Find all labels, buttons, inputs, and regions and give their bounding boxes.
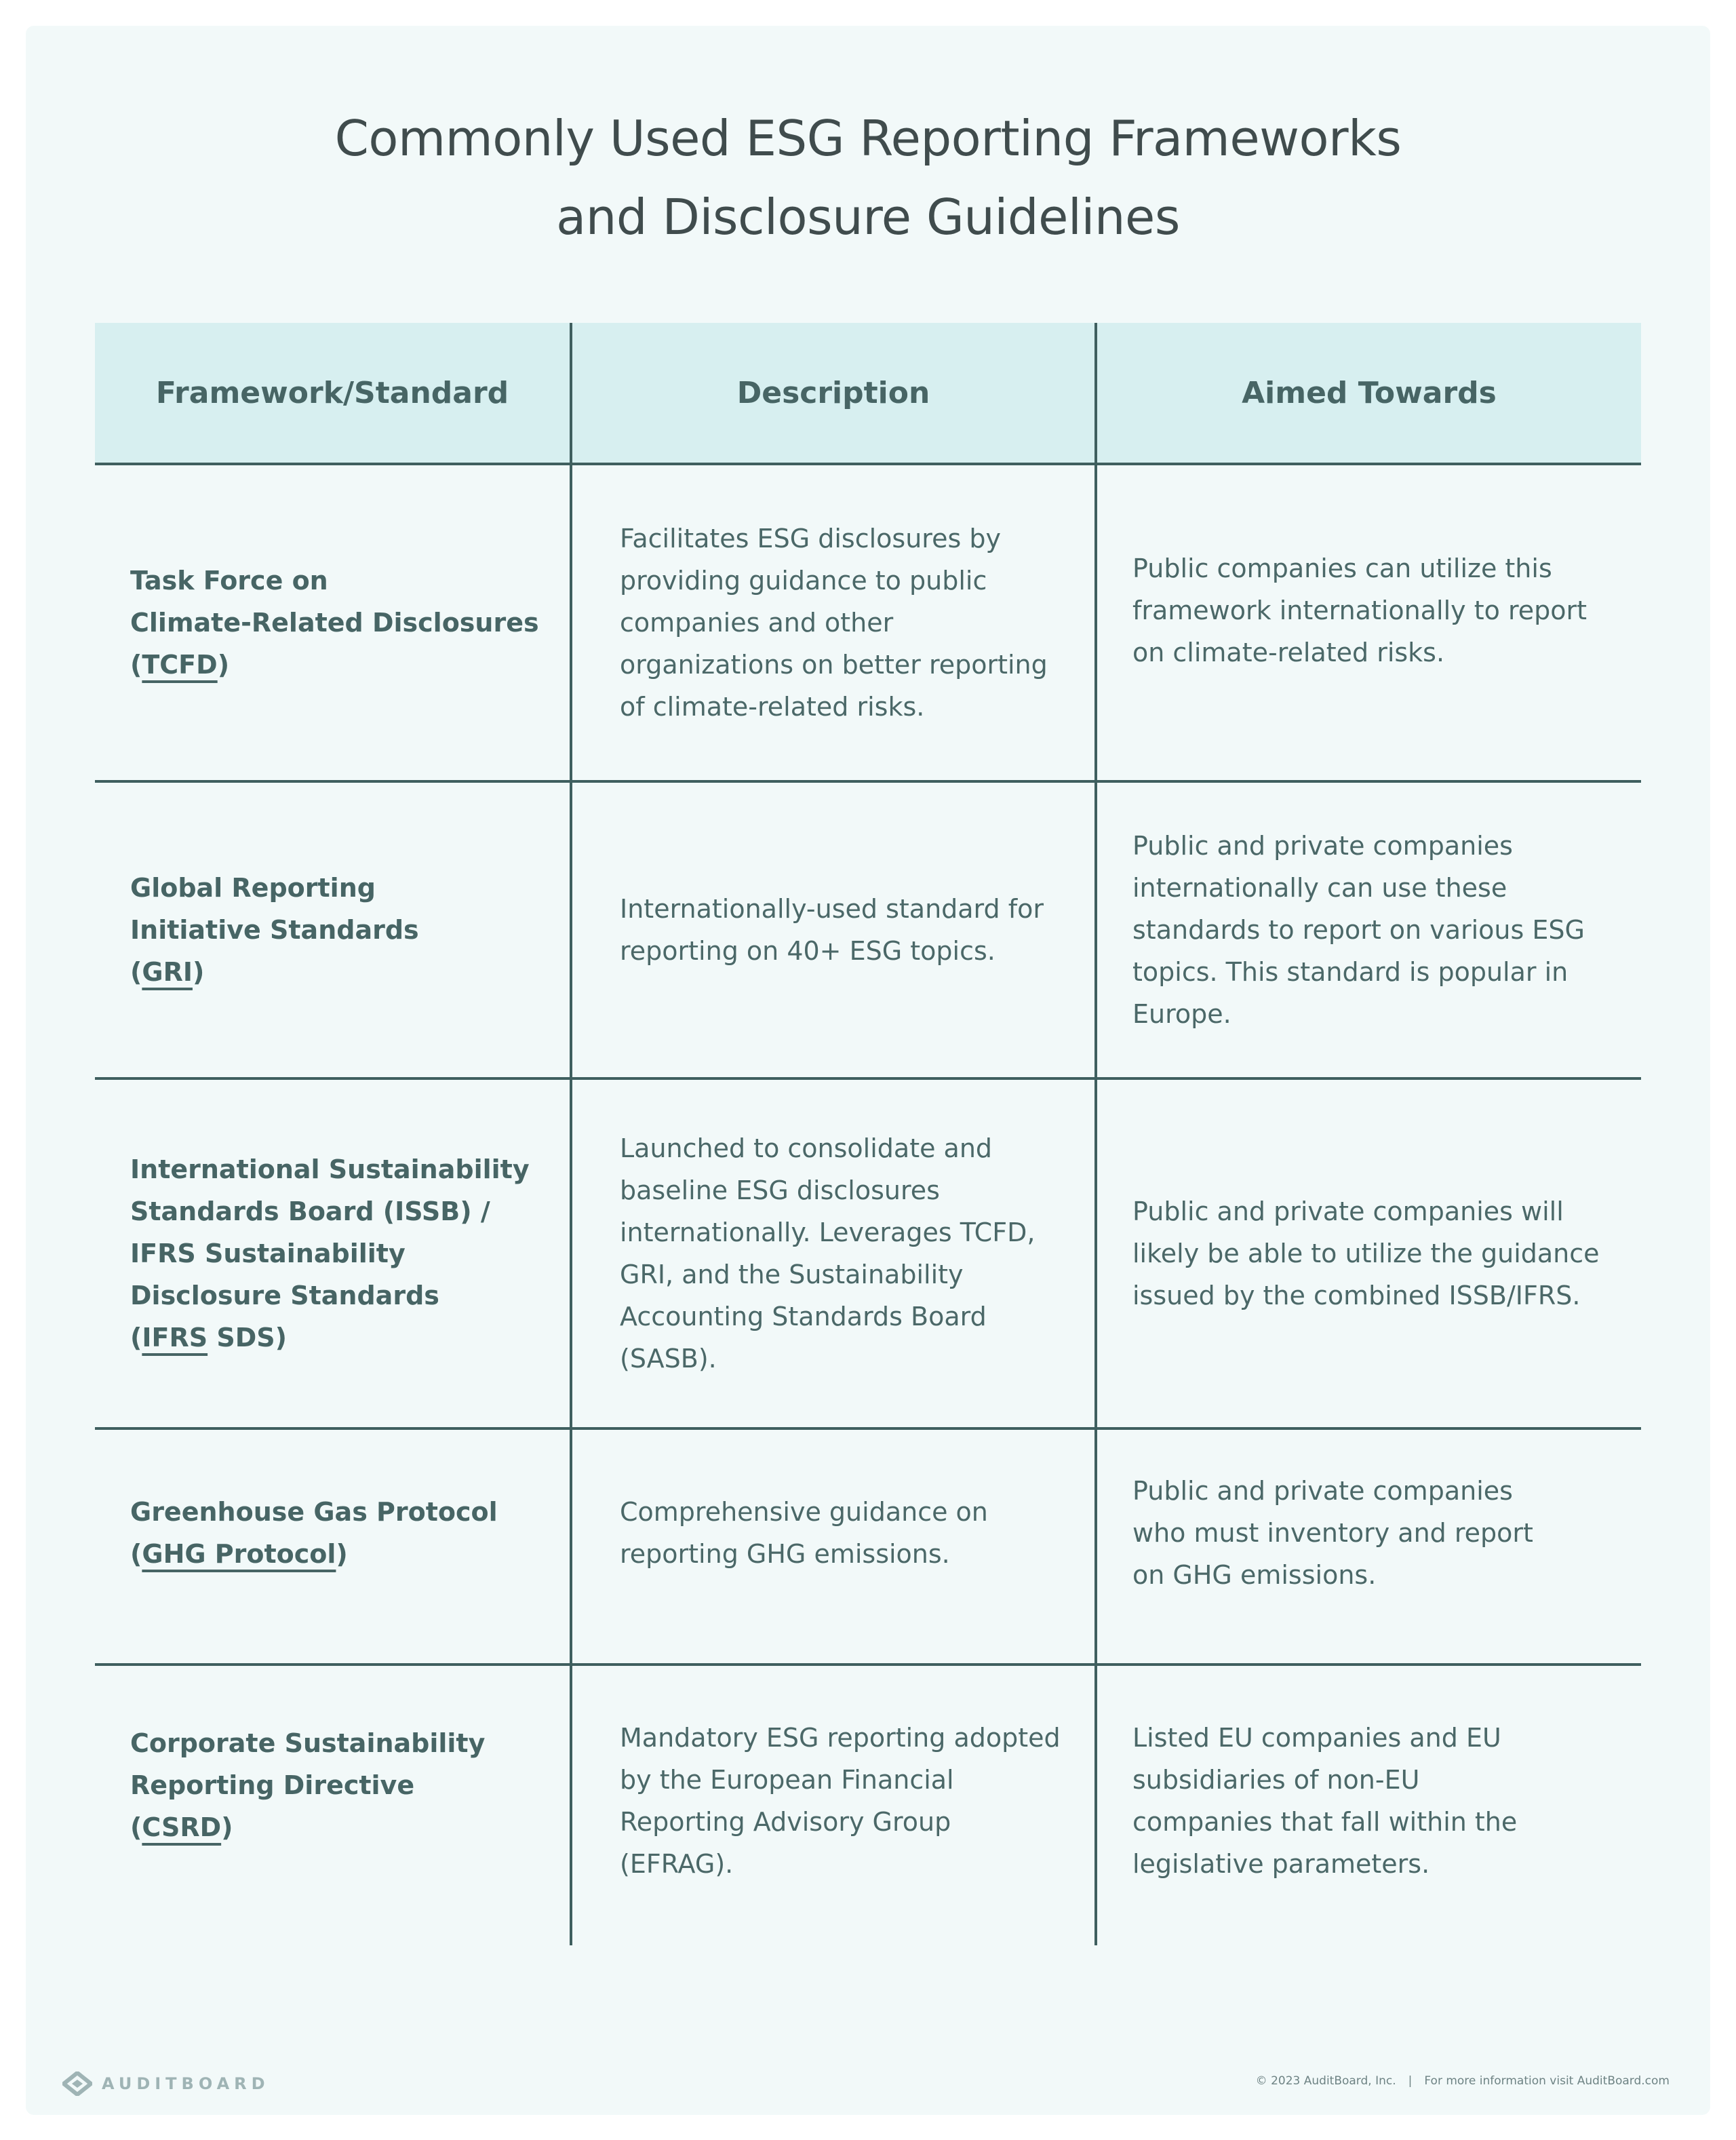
abbr-close: ) [192, 957, 205, 987]
framework-line: Task Force on [130, 566, 328, 596]
framework-cell [130, 1430, 551, 1663]
framework-line: Global Reporting [130, 873, 376, 903]
framework-abbr-link[interactable]: IFRS [142, 1323, 208, 1353]
more-info-link[interactable]: For more information visit AuditBoard.com [1424, 2074, 1670, 2088]
table-row [95, 1430, 1641, 1666]
title-line-1: Commonly Used ESG Reporting Frameworks [334, 110, 1402, 167]
aimed-towards-cell [1132, 783, 1600, 1077]
aimed-towards-text: Public and private companies who must inventory and report on GHG emissions. [1132, 1476, 1533, 1590]
framework-line: Standards Board (ISSB) / [130, 1197, 490, 1226]
header-aimed-towards: Aimed Towards [1242, 375, 1497, 410]
copyright-text: © 2023 AuditBoard, Inc. [1255, 2074, 1396, 2088]
aimed-towards-cell [1132, 1080, 1600, 1427]
framework-line: Disclosure Standards [130, 1281, 439, 1310]
abbr-close: ) [221, 1812, 233, 1842]
frameworks-table [95, 323, 1641, 465]
framework-cell [130, 783, 551, 1077]
title-line-2: and Disclosure Guidelines [556, 189, 1180, 246]
abbr-close: ) [217, 650, 230, 680]
description-text: Comprehensive guidance on reporting GHG emissions. [620, 1497, 988, 1569]
auditboard-logo [62, 2070, 270, 2097]
abbr-open: ( [130, 957, 142, 987]
description-cell [620, 1430, 1067, 1663]
aimed-towards-text: Public and private companies internationally can use these standards to report on various ESG topics. This standard is popular in Europe. [1132, 831, 1585, 1029]
framework-cell [130, 465, 551, 780]
abbr-open: ( [130, 1812, 142, 1842]
framework-line: Initiative Standards [130, 915, 419, 945]
framework-cell [130, 1666, 551, 1945]
table-header-row [95, 323, 1641, 465]
abbr-close: ) [336, 1539, 348, 1569]
framework-line: Corporate Sustainability [130, 1728, 486, 1758]
description-cell [620, 1080, 1067, 1427]
logo-wordmark: AUDITBOARD [102, 2074, 270, 2093]
abbr-open: ( [130, 1539, 142, 1569]
table-row [95, 465, 1641, 783]
aimed-towards-text: Public and private companies will likely be able to utilize the guidance issued by the combined ISSB/IFRS. [1132, 1197, 1600, 1310]
framework-line: IFRS Sustainability [130, 1239, 406, 1268]
abbr-open: ( [130, 650, 142, 680]
table-row [95, 783, 1641, 1080]
table-row [95, 1666, 1641, 1945]
description-text: Facilitates ESG disclosures by providing guidance to public companies and other organizations on better reporting of climate-related risks. [620, 524, 1048, 722]
description-text: Mandatory ESG reporting adopted by the European Financial Reporting Advisory Group (EFRAG). [620, 1723, 1061, 1879]
aimed-towards-cell [1132, 1666, 1566, 1945]
header-description: Description [736, 375, 930, 410]
aimed-towards-text: Public companies can utilize this framework internationally to report on climate-related risks. [1132, 553, 1587, 667]
framework-line: Climate-Related Disclosures [130, 608, 539, 638]
framework-abbr-link[interactable]: CSRD [142, 1812, 222, 1842]
framework-abbr-link[interactable]: GRI [142, 957, 193, 987]
framework-line: International Sustainability [130, 1154, 530, 1184]
description-text: Internationally-used standard for reporting on 40+ ESG topics. [620, 894, 1044, 966]
description-text: Launched to consolidate and baseline ESG disclosures internationally. Leverages TCFD, GRI, and the Sustainability Accounting Standards Board (SASB). [620, 1133, 1035, 1374]
description-cell [620, 1666, 1067, 1945]
footer-separator: | [1408, 2074, 1413, 2088]
table-row [95, 1080, 1641, 1430]
auditboard-logo-icon [62, 2071, 92, 2096]
page-title [0, 99, 1736, 256]
abbr-close: SDS) [208, 1323, 287, 1353]
description-cell [620, 465, 1067, 780]
framework-cell [130, 1080, 551, 1427]
description-cell [620, 783, 1067, 1077]
framework-line: Reporting Directive [130, 1770, 415, 1800]
framework-abbr-link[interactable]: TCFD [142, 650, 218, 680]
aimed-towards-text: Listed EU companies and EU subsidiaries of non-EU companies that fall within the legislative parameters. [1132, 1723, 1518, 1879]
footer-credits [1256, 2074, 1670, 2088]
framework-abbr-link[interactable]: GHG Protocol [142, 1539, 336, 1569]
header-framework: Framework/Standard [155, 375, 509, 410]
aimed-towards-cell [1132, 1430, 1566, 1663]
aimed-towards-cell [1132, 465, 1600, 780]
framework-line: Greenhouse Gas Protocol [130, 1497, 498, 1527]
abbr-open: ( [130, 1323, 142, 1353]
